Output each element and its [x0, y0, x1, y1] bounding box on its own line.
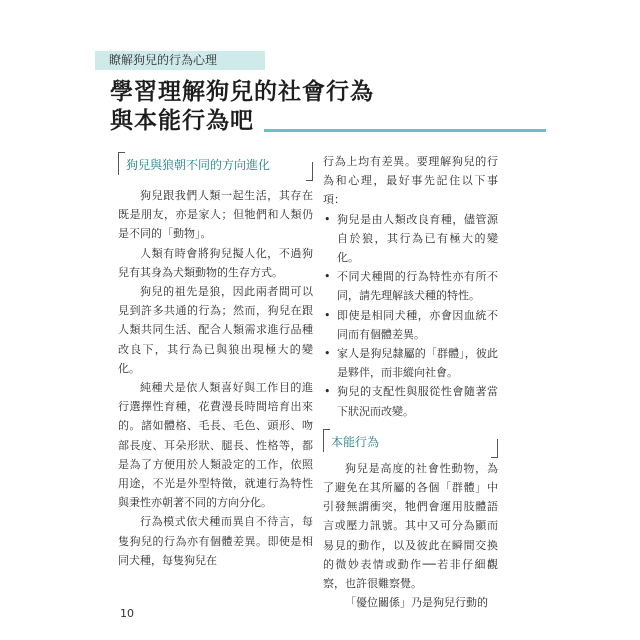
bracket-right [306, 162, 313, 181]
title-line-1: 學習理解狗兒的社會行為 [110, 79, 374, 105]
paragraph: 狗兒是高度的社會性動物，為了避免在其所屬的各個「群體」中引發無謂衝突，牠們會運用肢體語言或壓力訊號。其中又可分為顯而易見的動作，以及彼此在瞬間交換的微妙表情或動作──若非仔細觀察，也許很難察覺。 [323, 461, 498, 591]
bullet-mark: • [324, 385, 331, 399]
list-item-text: 不同犬種間的行為特性亦有所不同，請先理解該犬種的特性。 [337, 270, 498, 303]
list-item-text: 狗兒是由人類改良育種，儘管源自於狼，其行為已有極大的變化。 [337, 212, 498, 265]
bracket-left [118, 152, 125, 175]
list-item-text: 狗兒的支配性與服從性會隨著當下狀況而改變。 [337, 385, 498, 418]
list-item-text: 即使是相同犬種，亦會因血統不同而有個體差異。 [337, 308, 498, 341]
paragraph: 狗兒的祖先是狼，因此兩者間可以見到許多共通的行為；然而，狗兒在跟人類共同生活、配合人類需求進行品種改良下，其行為已與狼出現極大的變化。 [118, 285, 313, 375]
section-heading-evolution [118, 152, 313, 178]
bracket-right [491, 439, 498, 458]
bullet-mark: • [324, 347, 331, 361]
paragraph: 「優位關係」乃是狗兒行動的 [345, 596, 488, 610]
section-heading-instinct [323, 429, 498, 455]
bullet-mark: • [324, 308, 331, 322]
bracket-left [323, 429, 330, 452]
left-column [118, 152, 313, 570]
title-underline [264, 129, 546, 132]
list-item [323, 267, 498, 305]
list-item-text: 家人是狗兒隸屬的「群體」，彼此是夥伴，而非縱向社會。 [337, 347, 498, 380]
list-item [323, 210, 498, 268]
bullet-mark: • [324, 270, 331, 284]
paragraph: 狗兒跟我們人類一起生活，其存在既是朋友，亦是家人；但牠們和人類仍是不同的「動物」。 [118, 189, 313, 241]
list-item [323, 344, 498, 382]
page-number: 10 [120, 607, 134, 620]
right-column [323, 152, 498, 612]
bullet-mark: • [324, 212, 331, 226]
list-item [323, 382, 498, 420]
bullet-list [323, 210, 498, 421]
paragraph-continued: 行為上均有差異。要理解狗兒的行為和心理，最好事先記住以下事項： [323, 155, 498, 207]
paragraph: 人類有時會將狗兒擬人化，不過狗兒有其身為犬類動物的生存方式。 [118, 246, 313, 279]
page-title [110, 78, 374, 136]
title-line-2: 與本能行為吧 [110, 108, 254, 134]
list-item [323, 306, 498, 344]
paragraph: 純種犬是依人類喜好與工作目的進行選擇性育種，花費漫長時間培育出來的。諸如體格、毛長、毛色、頭形、吻部長度、耳朵形狀、腿長、性格等，都是為了方便用於人類設定的工作，依照用途，不光是外型特徵，就連行為特性與秉性亦朝著不同的方向分化。 [118, 381, 313, 510]
heading-text: 狗兒與狼朝不同的方向進化 [126, 158, 271, 172]
section-tab: 瞭解狗兒的行為心理 [95, 51, 265, 70]
heading-text: 本能行為 [331, 434, 380, 449]
paragraph: 行為模式依犬種而異自不待言，每隻狗兒的行為亦有個體差異。即使是相同犬種，每隻狗兒在 [118, 515, 313, 567]
